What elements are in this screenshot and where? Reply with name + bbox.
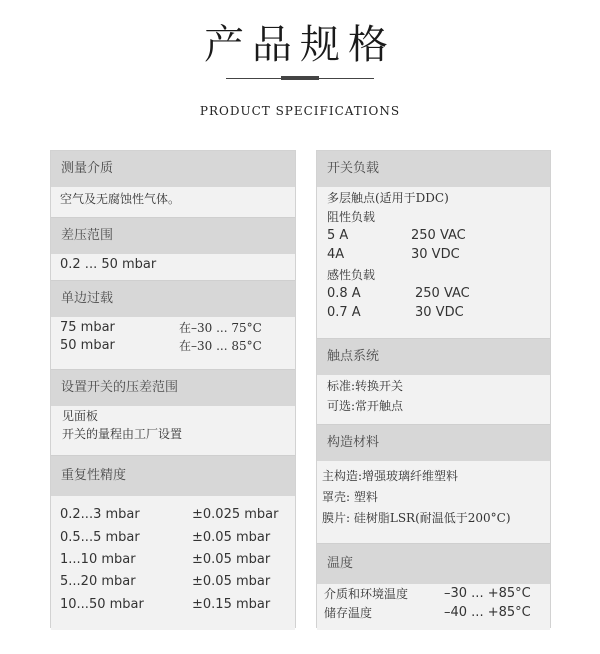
resistive-load-title: 阻性负载 <box>327 210 376 224</box>
section-text: 空气及无腐蚀性气体。 <box>60 192 181 206</box>
page-subtitle: PRODUCT SPECIFICATIONS <box>199 104 401 118</box>
section-title: 构造材料 <box>317 425 550 461</box>
section-line: 开关的量程由工厂设置 <box>62 427 183 441</box>
spec-section-medium <box>51 151 295 217</box>
section-text: 0.2 ... 50 mbar <box>60 257 157 272</box>
repeat-accuracy: ±0.05 mbar <box>192 552 271 567</box>
page-title: 产品规格 <box>204 22 396 68</box>
load-current: 0.8 A <box>327 286 361 301</box>
load-current: 0.7 A <box>327 305 361 320</box>
repeat-range: 0.5...5 mbar <box>60 530 140 545</box>
spec-section-overload <box>51 280 295 370</box>
section-line: 标准:转换开关 <box>327 379 404 393</box>
right-spec-column <box>316 150 551 628</box>
section-title: 测量介质 <box>51 151 295 187</box>
repeat-accuracy: ±0.15 mbar <box>192 597 271 612</box>
section-line: 罩壳: 塑料 <box>322 490 378 504</box>
load-voltage: 250 VAC <box>411 228 466 243</box>
repeat-accuracy: ±0.025 mbar <box>192 507 279 522</box>
spec-section-contact-system <box>317 338 550 425</box>
section-title: 差压范围 <box>51 218 295 254</box>
load-current: 4A <box>327 247 345 262</box>
overload-value: 50 mbar <box>60 338 115 353</box>
repeat-range: 5...20 mbar <box>60 574 136 589</box>
inductive-load-title: 感性负载 <box>327 268 376 282</box>
load-voltage: 30 VDC <box>411 247 460 262</box>
repeat-accuracy: ±0.05 mbar <box>192 574 271 589</box>
left-spec-column <box>50 150 296 628</box>
section-line: 主构造:增强玻璃纤维塑料 <box>322 469 459 483</box>
title-underline-accent <box>281 76 319 80</box>
load-intro: 多层触点(适用于DDC) <box>327 191 449 205</box>
repeat-range: 0.2...3 mbar <box>60 507 140 522</box>
repeat-accuracy: ±0.05 mbar <box>192 530 271 545</box>
section-title: 温度 <box>317 544 550 584</box>
load-voltage: 30 VDC <box>415 305 464 320</box>
section-line: 膜片: 硅树脂LSR(耐温低于200°C) <box>322 511 511 525</box>
spec-section-setting <box>51 369 295 456</box>
spec-section-temperature <box>317 543 550 630</box>
temperature-label: 储存温度 <box>324 606 373 620</box>
load-voltage: 250 VAC <box>415 286 470 301</box>
repeat-range: 10...50 mbar <box>60 597 144 612</box>
section-title: 设置开关的压差范围 <box>51 370 295 406</box>
spec-section-materials <box>317 424 550 544</box>
section-title: 单边过载 <box>51 281 295 317</box>
overload-condition: 在–30 ... 75°C <box>179 321 262 335</box>
load-current: 5 A <box>327 228 349 243</box>
temperature-label: 介质和环境温度 <box>324 587 409 601</box>
spec-section-range <box>51 217 295 281</box>
section-line: 见面板 <box>62 409 99 423</box>
repeat-range: 1...10 mbar <box>60 552 136 567</box>
section-title: 重复性精度 <box>51 456 295 496</box>
section-title: 触点系统 <box>317 339 550 375</box>
overload-condition: 在–30 ... 85°C <box>179 339 262 353</box>
spec-section-switch-load <box>317 151 550 338</box>
section-line: 可选:常开触点 <box>327 399 404 413</box>
section-title: 开关负载 <box>317 151 550 187</box>
overload-value: 75 mbar <box>60 320 115 335</box>
temperature-value: –40 ... +85°C <box>444 605 531 620</box>
temperature-value: –30 ... +85°C <box>444 586 531 601</box>
spec-section-repeatability <box>51 455 295 630</box>
